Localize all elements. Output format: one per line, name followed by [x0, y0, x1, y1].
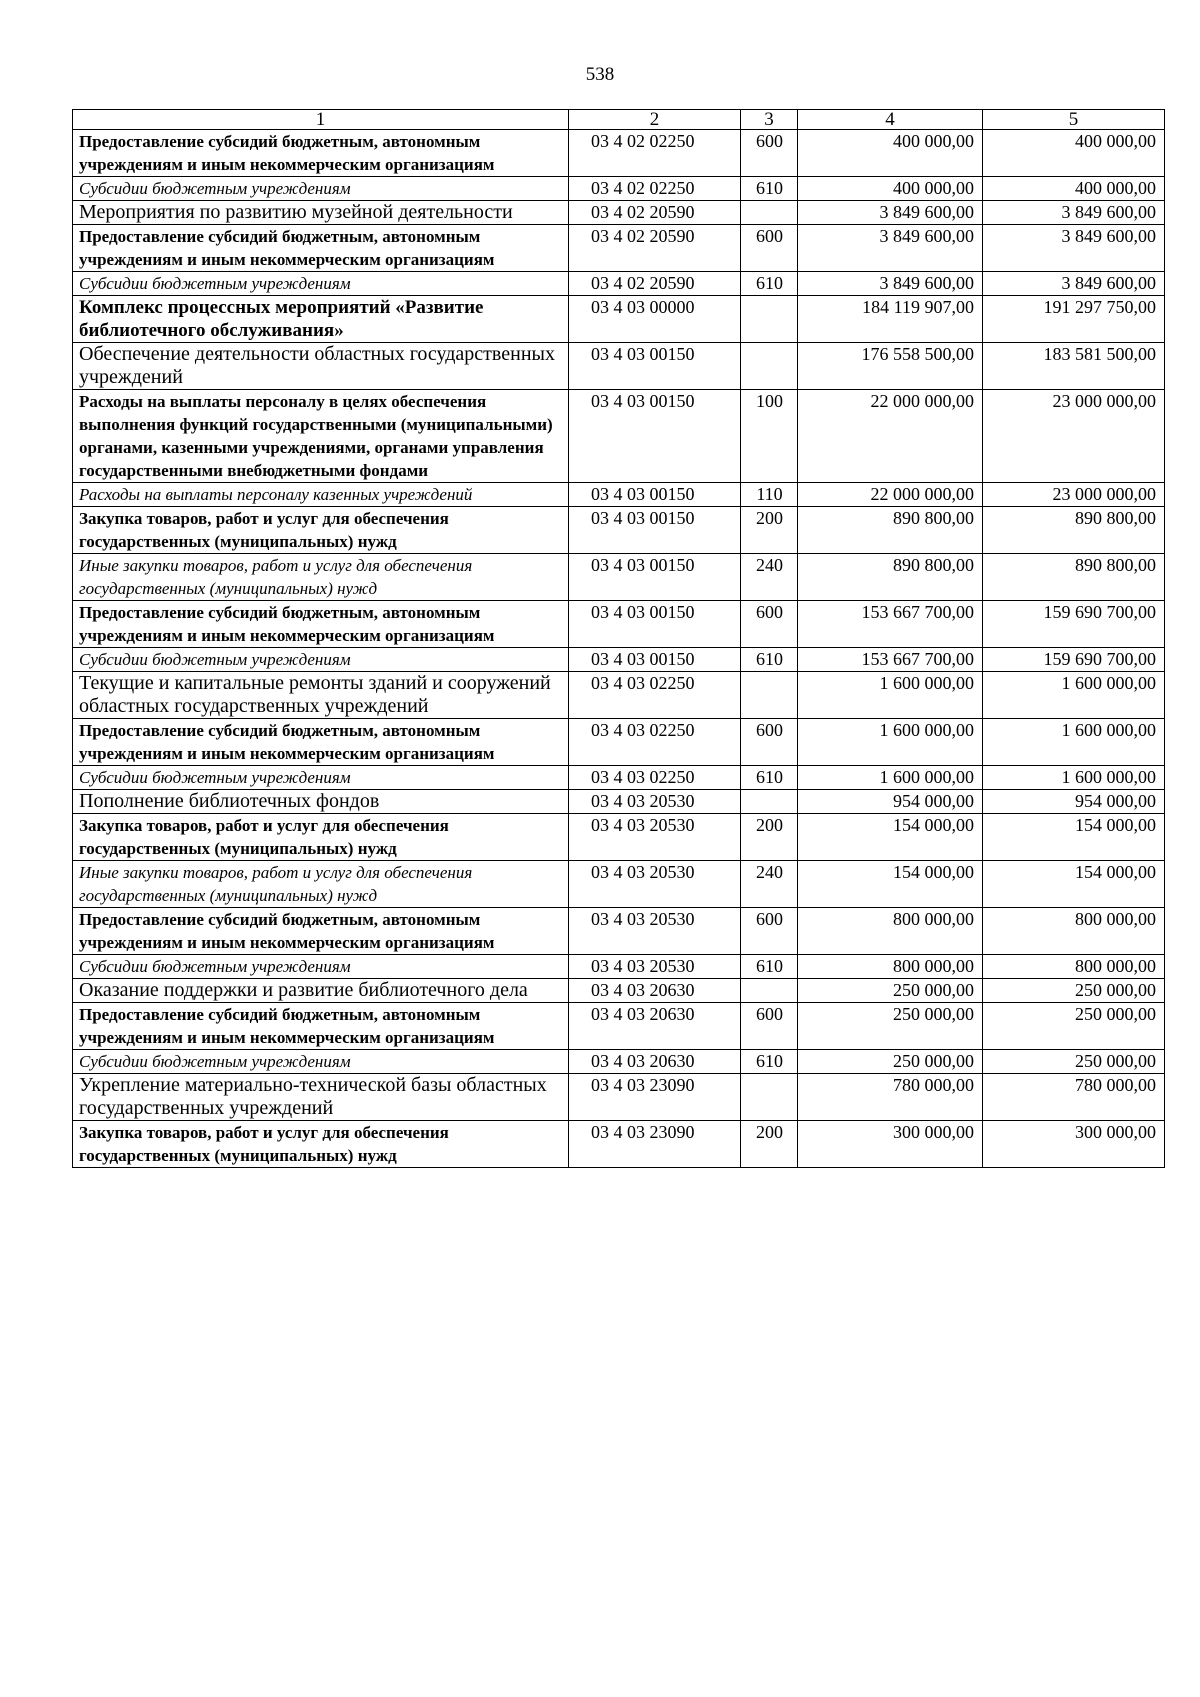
row-value-year2-cell: 3 849 600,00: [983, 272, 1165, 296]
row-code-cell: 03 4 03 20530: [569, 908, 741, 955]
row-value-year2-cell: 3 849 600,00: [983, 201, 1165, 225]
row-code-cell: 03 4 03 00150: [569, 343, 741, 390]
table-row: [73, 601, 1165, 648]
row-type-cell: 600: [741, 130, 798, 177]
table-row: [73, 790, 1165, 814]
row-type-cell: 200: [741, 507, 798, 554]
row-code-cell: 03 4 03 20530: [569, 790, 741, 814]
row-value-year1-cell: 800 000,00: [798, 908, 983, 955]
row-value-year2-cell: 300 000,00: [983, 1121, 1165, 1168]
table-row: [73, 201, 1165, 225]
row-type-cell: [741, 201, 798, 225]
row-value-year2-cell: 183 581 500,00: [983, 343, 1165, 390]
table-row: [73, 955, 1165, 979]
row-value-year1-cell: 400 000,00: [798, 130, 983, 177]
row-name-cell: Пополнение библиотечных фондов: [73, 790, 569, 814]
row-value-year2-cell: 250 000,00: [983, 979, 1165, 1003]
header-col-3: 3: [741, 110, 798, 130]
row-value-year1-cell: 890 800,00: [798, 507, 983, 554]
row-value-year1-cell: 300 000,00: [798, 1121, 983, 1168]
row-code-cell: 03 4 03 02250: [569, 719, 741, 766]
row-name-cell: Иные закупки товаров, работ и услуг для обеспечения государственных (муниципальных) нужд: [73, 554, 569, 601]
row-type-cell: 100: [741, 390, 798, 483]
table-row: [73, 814, 1165, 861]
row-value-year1-cell: 22 000 000,00: [798, 390, 983, 483]
row-name-cell: Закупка товаров, работ и услуг для обеспечения государственных (муниципальных) нужд: [73, 1121, 569, 1168]
row-code-cell: 03 4 03 00150: [569, 507, 741, 554]
row-code-cell: 03 4 03 00150: [569, 483, 741, 507]
row-value-year1-cell: 3 849 600,00: [798, 272, 983, 296]
row-value-year1-cell: 400 000,00: [798, 177, 983, 201]
row-code-cell: 03 4 03 20630: [569, 1003, 741, 1050]
table-row: [73, 1121, 1165, 1168]
row-name-cell: Предоставление субсидий бюджетным, автономным учреждениям и иным некоммерческим организациям: [73, 225, 569, 272]
table-row: [73, 861, 1165, 908]
row-value-year2-cell: 1 600 000,00: [983, 766, 1165, 790]
row-type-cell: [741, 1074, 798, 1121]
row-type-cell: 600: [741, 601, 798, 648]
row-name-cell: Предоставление субсидий бюджетным, автономным учреждениям и иным некоммерческим организациям: [73, 1003, 569, 1050]
row-value-year2-cell: 800 000,00: [983, 955, 1165, 979]
row-value-year2-cell: 23 000 000,00: [983, 390, 1165, 483]
row-code-cell: 03 4 03 00150: [569, 554, 741, 601]
row-value-year2-cell: 1 600 000,00: [983, 672, 1165, 719]
row-code-cell: 03 4 02 02250: [569, 177, 741, 201]
row-value-year2-cell: 250 000,00: [983, 1050, 1165, 1074]
row-code-cell: 03 4 03 00150: [569, 648, 741, 672]
row-code-cell: 03 4 03 23090: [569, 1074, 741, 1121]
table-row: [73, 130, 1165, 177]
row-name-cell: Субсидии бюджетным учреждениям: [73, 1050, 569, 1074]
row-value-year2-cell: 191 297 750,00: [983, 296, 1165, 343]
row-value-year1-cell: 184 119 907,00: [798, 296, 983, 343]
row-code-cell: 03 4 03 02250: [569, 672, 741, 719]
row-value-year2-cell: 890 800,00: [983, 507, 1165, 554]
row-type-cell: 200: [741, 1121, 798, 1168]
row-name-cell: Оказание поддержки и развитие библиотечного дела: [73, 979, 569, 1003]
row-value-year1-cell: 22 000 000,00: [798, 483, 983, 507]
row-name-cell: Текущие и капитальные ремонты зданий и сооружений областных государственных учреждений: [73, 672, 569, 719]
row-name-cell: Расходы на выплаты персоналу в целях обеспечения выполнения функций государственными (муниципальными) органами, казенными учреждениями, органами управления государственными внебюджетными фондами: [73, 390, 569, 483]
row-value-year2-cell: 250 000,00: [983, 1003, 1165, 1050]
header-col-5: 5: [983, 110, 1165, 130]
row-value-year1-cell: 176 558 500,00: [798, 343, 983, 390]
header-col-2: 2: [569, 110, 741, 130]
table-row: [73, 483, 1165, 507]
row-type-cell: 600: [741, 719, 798, 766]
row-code-cell: 03 4 03 00000: [569, 296, 741, 343]
table-row: [73, 390, 1165, 483]
table-row: [73, 225, 1165, 272]
row-value-year1-cell: 780 000,00: [798, 1074, 983, 1121]
row-name-cell: Укрепление материально-технической базы областных государственных учреждений: [73, 1074, 569, 1121]
row-name-cell: Обеспечение деятельности областных государственных учреждений: [73, 343, 569, 390]
row-code-cell: 03 4 03 20530: [569, 955, 741, 979]
row-type-cell: 610: [741, 177, 798, 201]
row-value-year1-cell: 153 667 700,00: [798, 601, 983, 648]
row-type-cell: 240: [741, 861, 798, 908]
table-row: [73, 272, 1165, 296]
table-row: [73, 1050, 1165, 1074]
row-value-year2-cell: 154 000,00: [983, 861, 1165, 908]
row-name-cell: Субсидии бюджетным учреждениям: [73, 272, 569, 296]
row-value-year2-cell: 3 849 600,00: [983, 225, 1165, 272]
row-name-cell: Субсидии бюджетным учреждениям: [73, 177, 569, 201]
row-code-cell: 03 4 03 02250: [569, 766, 741, 790]
row-name-cell: Закупка товаров, работ и услуг для обеспечения государственных (муниципальных) нужд: [73, 507, 569, 554]
table-row: [73, 648, 1165, 672]
header-col-4: 4: [798, 110, 983, 130]
row-value-year2-cell: 954 000,00: [983, 790, 1165, 814]
row-type-cell: [741, 296, 798, 343]
table-row: [73, 908, 1165, 955]
row-value-year1-cell: 800 000,00: [798, 955, 983, 979]
row-name-cell: Закупка товаров, работ и услуг для обеспечения государственных (муниципальных) нужд: [73, 814, 569, 861]
row-code-cell: 03 4 02 20590: [569, 225, 741, 272]
row-code-cell: 03 4 03 20530: [569, 861, 741, 908]
row-value-year2-cell: 780 000,00: [983, 1074, 1165, 1121]
row-code-cell: 03 4 02 02250: [569, 130, 741, 177]
row-type-cell: 610: [741, 272, 798, 296]
row-type-cell: 200: [741, 814, 798, 861]
row-name-cell: Субсидии бюджетным учреждениям: [73, 766, 569, 790]
row-type-cell: 610: [741, 955, 798, 979]
table-row: [73, 296, 1165, 343]
table-header-row: [73, 110, 1165, 130]
row-name-cell: Мероприятия по развитию музейной деятельности: [73, 201, 569, 225]
table-row: [73, 343, 1165, 390]
row-value-year1-cell: 153 667 700,00: [798, 648, 983, 672]
row-value-year1-cell: 954 000,00: [798, 790, 983, 814]
row-value-year2-cell: 400 000,00: [983, 177, 1165, 201]
row-type-cell: 610: [741, 1050, 798, 1074]
row-name-cell: Комплекс процессных мероприятий «Развитие библиотечного обслуживания»: [73, 296, 569, 343]
row-value-year1-cell: 1 600 000,00: [798, 766, 983, 790]
row-value-year2-cell: 159 690 700,00: [983, 601, 1165, 648]
row-name-cell: Предоставление субсидий бюджетным, автономным учреждениям и иным некоммерческим организациям: [73, 601, 569, 648]
page-number: 538: [585, 64, 615, 85]
table-row: [73, 672, 1165, 719]
row-value-year2-cell: 23 000 000,00: [983, 483, 1165, 507]
row-type-cell: [741, 672, 798, 719]
row-value-year2-cell: 1 600 000,00: [983, 719, 1165, 766]
row-value-year1-cell: 1 600 000,00: [798, 719, 983, 766]
table-row: [73, 979, 1165, 1003]
row-type-cell: 600: [741, 1003, 798, 1050]
row-value-year1-cell: 154 000,00: [798, 814, 983, 861]
row-type-cell: 110: [741, 483, 798, 507]
row-type-cell: 240: [741, 554, 798, 601]
row-value-year2-cell: 400 000,00: [983, 130, 1165, 177]
row-name-cell: Субсидии бюджетным учреждениям: [73, 648, 569, 672]
table-row: [73, 1003, 1165, 1050]
row-name-cell: Предоставление субсидий бюджетным, автономным учреждениям и иным некоммерческим организациям: [73, 130, 569, 177]
table-row: [73, 766, 1165, 790]
row-value-year1-cell: 250 000,00: [798, 1003, 983, 1050]
row-type-cell: 600: [741, 908, 798, 955]
row-type-cell: 600: [741, 225, 798, 272]
row-value-year1-cell: 890 800,00: [798, 554, 983, 601]
row-value-year1-cell: 3 849 600,00: [798, 201, 983, 225]
row-code-cell: 03 4 03 23090: [569, 1121, 741, 1168]
row-name-cell: Субсидии бюджетным учреждениям: [73, 955, 569, 979]
row-value-year1-cell: 250 000,00: [798, 979, 983, 1003]
row-type-cell: [741, 790, 798, 814]
row-name-cell: Предоставление субсидий бюджетным, автономным учреждениям и иным некоммерческим организациям: [73, 908, 569, 955]
row-code-cell: 03 4 02 20590: [569, 272, 741, 296]
table-row: [73, 177, 1165, 201]
header-col-1: 1: [73, 110, 569, 130]
table-row: [73, 719, 1165, 766]
row-code-cell: 03 4 03 20530: [569, 814, 741, 861]
row-value-year2-cell: 159 690 700,00: [983, 648, 1165, 672]
row-type-cell: [741, 343, 798, 390]
row-code-cell: 03 4 03 20630: [569, 1050, 741, 1074]
row-type-cell: [741, 979, 798, 1003]
row-type-cell: 610: [741, 766, 798, 790]
row-type-cell: 610: [741, 648, 798, 672]
row-code-cell: 03 4 03 20630: [569, 979, 741, 1003]
row-name-cell: Иные закупки товаров, работ и услуг для обеспечения государственных (муниципальных) нужд: [73, 861, 569, 908]
row-code-cell: 03 4 02 20590: [569, 201, 741, 225]
row-value-year1-cell: 250 000,00: [798, 1050, 983, 1074]
row-code-cell: 03 4 03 00150: [569, 390, 741, 483]
row-code-cell: 03 4 03 00150: [569, 601, 741, 648]
table-row: [73, 554, 1165, 601]
table-row: [73, 507, 1165, 554]
budget-table: [72, 109, 1165, 1168]
row-value-year1-cell: 3 849 600,00: [798, 225, 983, 272]
row-value-year2-cell: 800 000,00: [983, 908, 1165, 955]
row-name-cell: Расходы на выплаты персоналу казенных учреждений: [73, 483, 569, 507]
row-value-year2-cell: 154 000,00: [983, 814, 1165, 861]
row-value-year2-cell: 890 800,00: [983, 554, 1165, 601]
row-name-cell: Предоставление субсидий бюджетным, автономным учреждениям и иным некоммерческим организациям: [73, 719, 569, 766]
table-row: [73, 1074, 1165, 1121]
row-value-year1-cell: 154 000,00: [798, 861, 983, 908]
row-value-year1-cell: 1 600 000,00: [798, 672, 983, 719]
